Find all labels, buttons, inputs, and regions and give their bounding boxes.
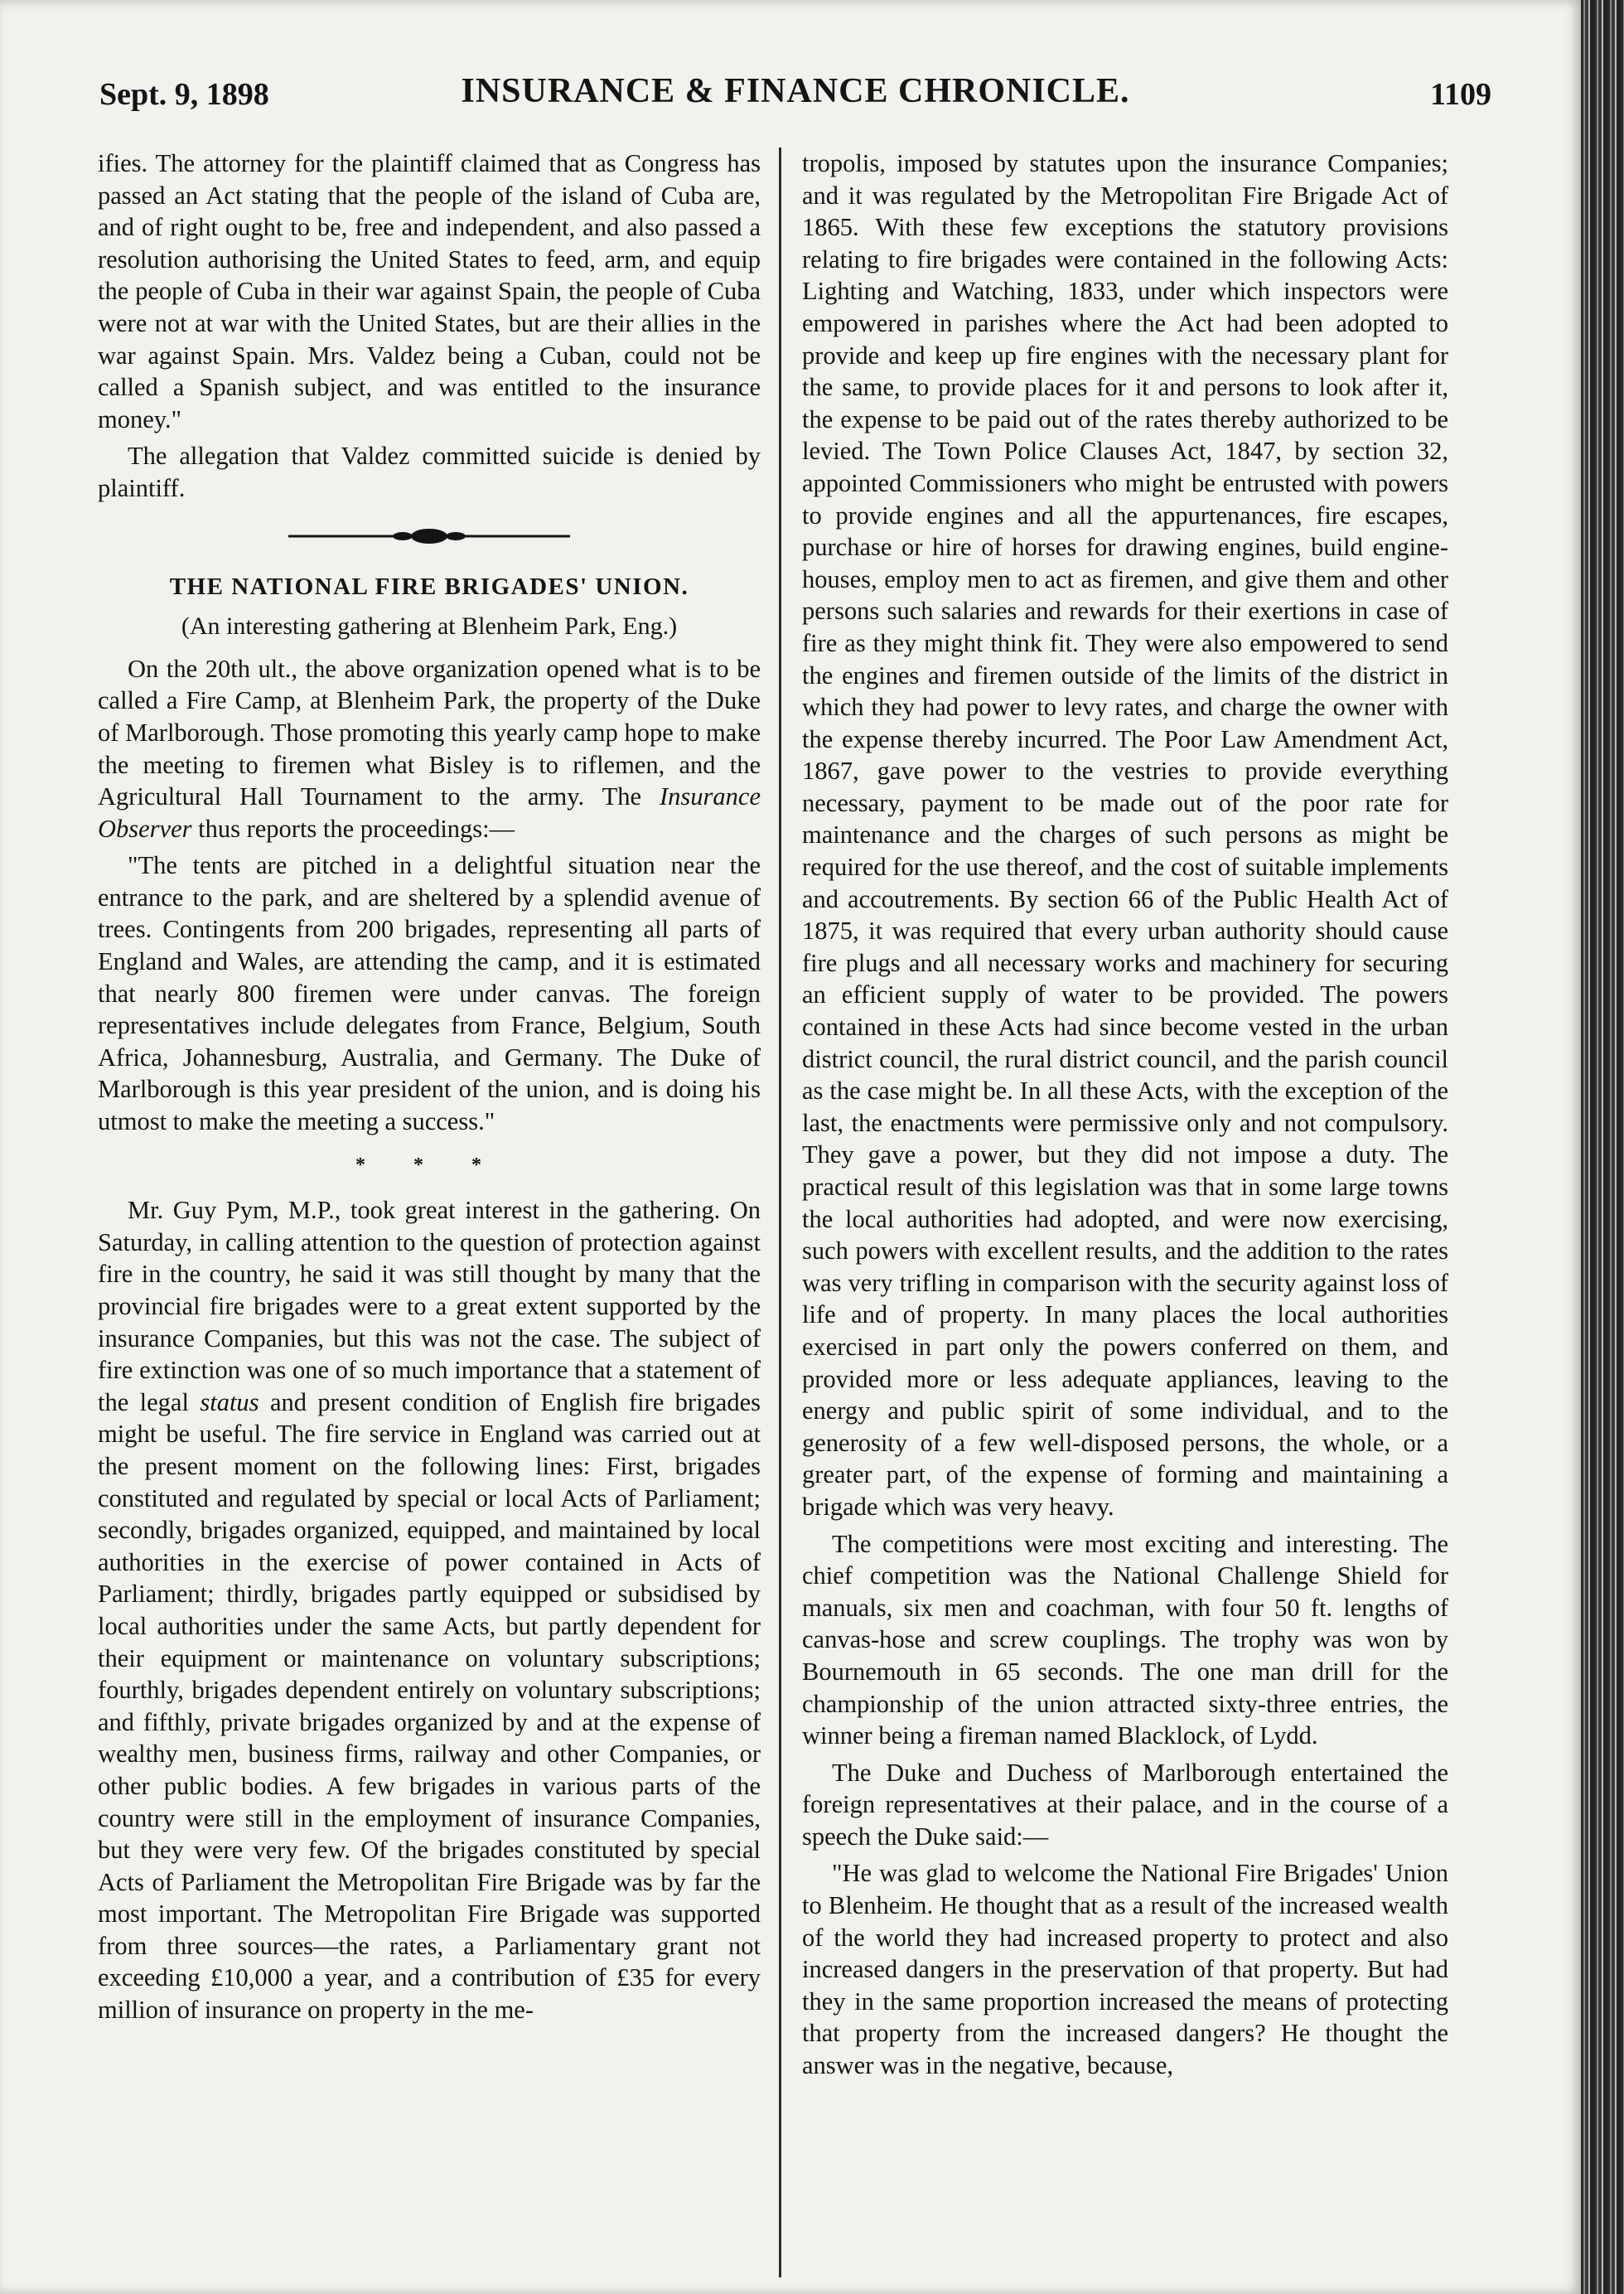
text-run: thus reports the proceedings:— bbox=[191, 814, 515, 843]
section-separator: * * * bbox=[355, 1154, 503, 1176]
paragraph bbox=[98, 1194, 761, 2025]
article-heading: THE NATIONAL FIRE BRIGADES' UNION. bbox=[169, 573, 689, 600]
paragraph: ifies. The attorney for the plaintiff claimed that as Congress has passed an Act stating that the people of the island of Cuba are, and of right ought to be, free and independent, and also passed a resolution authorising the United States to feed, arm, and equip the people of Cuba in their war against Spain, the people of Cuba were not at war with the United States, but are their allies in the war against Spain. Mrs. Valdez being a Cuban, could not be called a Spanish subject, and was entitled to the insurance money." bbox=[98, 149, 761, 433]
paragraph bbox=[98, 653, 761, 845]
paragraph: tropolis, imposed by statutes upon the insurance Companies; and it was regulated by the Metropolitan Fire Brigade Act of 1865. With these few exceptions the statutory provisions relating to fire brigades were contained in the following Acts: Lighting and Watching, 1833, under which inspectors were empowered in parishes where the Act had been adopted to provide and keep up fire engines with the necessary plant for the same, to provide places for it and persons to look after it, the expense to be paid out of the rates thereby authorized to be levied. The Town Police Clauses Act, 1847, by section 32, appointed Commissioners who might be entrusted with powers to provide engines and all the appurtenances, fire escapes, purchase or hire of horses for drawing engines, build engine-houses, employ men to act as firemen, and give them and other persons such salaries and rewards for their exertions in case of fire as they might think fit. They were also empowered to send the engines and firemen outside of the limits of the district in which they had power to levy rates, and charge the owner with the expense thereby incurred. The Poor Law Amendment Act, 1867, gave power to the vestries to provide everything necessary, payment to be made out of the poor rate for maintenance and the charges of such persons as might be required for the use thereof, and the cost of suitable implements and accoutrements. By section 66 of the Public Health Act of 1875, it was required that every urban authority should cause fire plugs and all necessary works and machinery for securing an efficient supply of water to be provided. The powers contained in these Acts had since become vested in the urban district council, the rural district council, and the parish council as the case might be. In all these Acts, with the exception of the last, the enactments were permissive only and not compulsory. They gave a power, but they did not impose a duty. The practical result of this legislation was that in some large towns the local authorities had adopted, and were now exercising, such powers with excellent results, and the addition to the rates was very trifling in comparison with the security against loss of life and of property. In many places the local authorities exercised in part only the powers conferred on them, and provided more or less adequate appliances, leaving to the energy and public spirit of some individual, and to the generosity of a few well-disposed persons, the whole, or a greater part, of the expense of forming and maintaining a brigade which was very heavy. bbox=[802, 149, 1448, 1521]
article-subheading: (An interesting gathering at Blenheim Park, Eng.) bbox=[181, 612, 678, 641]
column-divider bbox=[779, 148, 781, 2277]
quoted-paragraph: "The tents are pitched in a delightful situation near the entrance to the park, and are sheltered by a splendid avenue of trees. Contingents from 200 brigades, representing all parts of England and Wales, are attending the camp, and it is estimated that nearly 800 firemen were under canvas. The foreign representatives include delegates from France, Belgium, South Africa, Johannesburg, Australia, and Germany. The Duke of Marlborough is this year president of the union, and is doing his utmost to make the meeting a success." bbox=[98, 851, 761, 1136]
text-run: On the 20th ult., the above organization opened what is to be called a Fire Camp, at Blenheim Park, the property of the Duke of Marlborough. Those promoting this yearly camp hope to make the meeting to firemen what Bisley is to riflemen, and the Agricultural Hall Tournament to the army. The bbox=[98, 654, 761, 811]
text-run: and present condition of English fire brigades might be useful. The fire service in England was carried out at the present moment on the following lines: First, brigades constituted and regulated by special or local Acts of Parliament; secondly, brigades organized, equipped, and maintained by local authorities in the exercise of power contained in Acts of Parliament; thirdly, brigades partly equipped or subsidised by local authorities under the same Acts, but partly dependent for their equipment or maintenance on voluntary subscriptions; fourthly, brigades dependent entirely on voluntary subscriptions; and fifthly, private brigades organized by and at the expense of wealthy men, business firms, railway and other Companies, or other public bodies. A few brigades in various parts of the country were still in the employment of insurance Companies, but they were very few. Of the brigades constituted by special Acts of Parliament the Metropolitan Fire Brigade was by far the most important. The Metropolitan Fire Brigade was supported from three sources—the rates, a Parliamentary grant not exceeding £10,000 a year, and a contribution of £35 for every million of insurance on property in the me- bbox=[98, 1387, 761, 2025]
book-edge bbox=[1581, 0, 1624, 2294]
ornamental-rule-icon bbox=[288, 526, 570, 546]
publication-name: Insurance Observer bbox=[98, 782, 761, 843]
issue-date: Sept. 9, 1898 bbox=[99, 77, 269, 112]
running-head bbox=[99, 71, 1491, 121]
paragraph: The competitions were most exciting and interesting. The chief competition was the National Challenge Shield for manuals, six men and coachman, with four 50 ft. lengths of canvas-hose and screw couplings. The trophy was won by Bournemouth in 65 seconds. The one man drill for the championship of the union attracted sixty-three entries, the winner being a fireman named Blacklock, of Lydd. bbox=[802, 1529, 1448, 1750]
italic-term: status bbox=[200, 1387, 259, 1416]
left-column bbox=[98, 148, 761, 2031]
publication-title: INSURANCE & FINANCE CHRONICLE. bbox=[461, 72, 1130, 110]
quoted-paragraph: "He was glad to welcome the National Fire Brigades' Union to Blenheim. He thought that as a result of the increased wealth of the world they had increased property to protect and also increased dangers in the preservation of that property. But had they in the same proportion increased the means of protecting that property from the increased dangers? He thought the answer was in the negative, because, bbox=[802, 1859, 1448, 2080]
paragraph: The Duke and Duchess of Marlborough entertained the foreign representatives at their palace, and in the course of a speech the Duke said:— bbox=[802, 1758, 1448, 1851]
text-run: Mr. Guy Pym, M.P., took great interest in the gathering. On Saturday, in calling attention to the question of protection against fire in the country, he said it was still thought by many that the provincial fire brigades were to a great extent supported by the insurance Companies, but this was not the case. The subject of fire extinction was one of so much importance that a statement of the legal bbox=[98, 1196, 761, 1416]
right-column bbox=[802, 148, 1448, 2087]
paragraph: The allegation that Valdez committed suicide is denied by plaintiff. bbox=[98, 442, 761, 502]
page-number: 1109 bbox=[1430, 77, 1491, 112]
